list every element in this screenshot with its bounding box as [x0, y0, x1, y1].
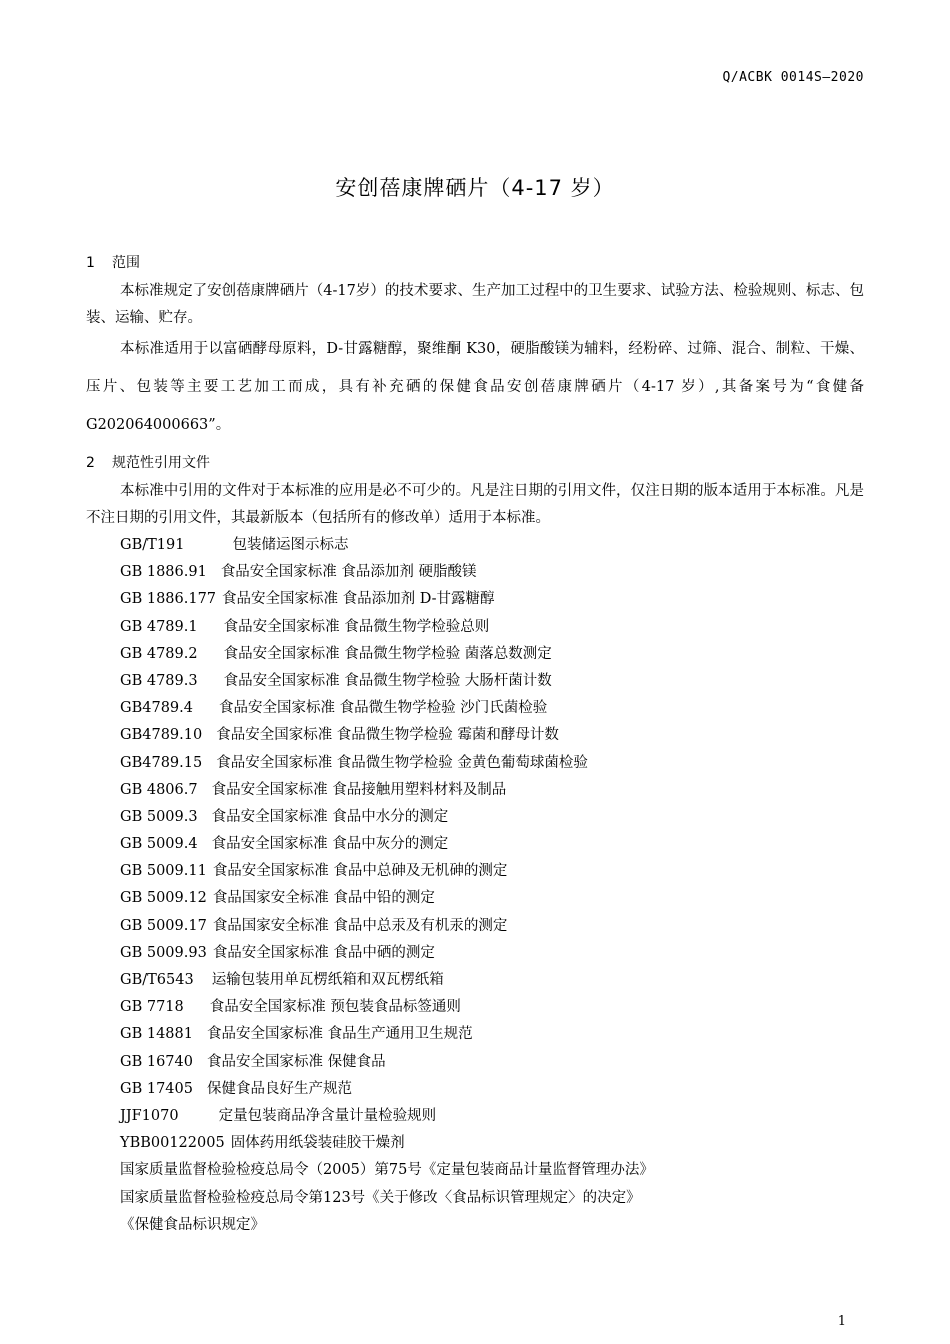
reference-title: 食品安全国家标准 食品接触用塑料材料及制品 — [211, 781, 507, 798]
reference-item — [86, 1076, 864, 1103]
reference-code: GB 5009.12 — [120, 890, 207, 907]
reference-item — [86, 1157, 864, 1184]
reference-title: 食品安全国家标准 食品微生物学检验总则 — [223, 618, 490, 635]
reference-code: GB 1886.91 — [120, 564, 207, 581]
reference-title: 食品安全国家标准 预包装食品标签通则 — [209, 999, 461, 1016]
reference-item — [86, 722, 864, 749]
reference-item — [86, 668, 864, 695]
page-number: 1 — [837, 1314, 846, 1329]
reference-item — [86, 967, 864, 994]
reference-code: GB4789.10 — [120, 727, 203, 744]
reference-item — [86, 559, 864, 586]
reference-item — [86, 885, 864, 912]
reference-item — [86, 1185, 864, 1212]
reference-code: GB 5009.93 — [120, 944, 207, 961]
reference-title: 食品安全国家标准 食品中硒的测定 — [212, 944, 435, 961]
reference-title: 保健食品良好生产规范 — [206, 1080, 352, 1097]
reference-item — [86, 940, 864, 967]
reference-item — [86, 1103, 864, 1130]
reference-title: 食品国家安全标准 食品中总汞及有机汞的测定 — [212, 917, 508, 934]
reference-code: GB 14881 — [120, 1026, 193, 1043]
section-number: 2 — [86, 455, 95, 471]
reference-code: GB 5009.11 — [120, 863, 207, 880]
document-body — [86, 248, 864, 1239]
reference-title: 食品安全国家标准 食品微生物学检验 大肠杆菌计数 — [223, 672, 552, 689]
reference-code: GB 4806.7 — [120, 781, 198, 798]
reference-item — [86, 1049, 864, 1076]
reference-code: YBB00122005 — [120, 1135, 225, 1152]
reference-code: GB/T191 — [120, 537, 185, 553]
reference-code: GB 5009.3 — [120, 808, 198, 825]
reference-code: GB 16740 — [120, 1053, 193, 1070]
reference-item — [86, 750, 864, 777]
section-number: 1 — [86, 255, 95, 271]
reference-title: 食品国家安全标准 食品中铅的测定 — [212, 890, 435, 907]
reference-title: 食品安全国家标准 食品微生物学检验 金黄色葡萄球菌检验 — [216, 754, 588, 771]
reference-item — [86, 586, 864, 613]
reference-code: GB 5009.17 — [120, 917, 207, 934]
reference-title: 食品安全国家标准 食品微生物学检验 霉菌和酵母计数 — [216, 727, 559, 744]
reference-title: 食品安全国家标准 保健食品 — [206, 1053, 386, 1070]
reference-item — [86, 614, 864, 641]
reference-title: 国家质量监督检验检疫总局令第123号《关于修改〈食品标识管理规定〉的决定》 — [120, 1189, 641, 1206]
reference-item — [86, 913, 864, 940]
scope-paragraph-2: 本标准适用于以富硒酵母原料，D-甘露糖醇，聚维酮 K30，硬脂酸镁为辅料，经粉碎、过筛、混合、制粒、干燥、压片、包装等主要工艺加工而成，具有补充硒的保健食品安创蓓康牌硒片（4-17 岁）,其备案号为“食健备 G202064000663”。 — [86, 341, 864, 433]
reference-code: GB 4789.3 — [120, 672, 198, 689]
reference-title: 食品安全国家标准 食品中灰分的测定 — [211, 836, 449, 853]
reference-title: 《保健食品标识规定》 — [120, 1216, 265, 1233]
reference-title: 食品安全国家标准 食品微生物学检验 沙门氏菌检验 — [218, 700, 548, 717]
reference-title: 食品安全国家标准 食品生产通用卫生规范 — [206, 1026, 473, 1043]
section-title: 范围 — [112, 255, 140, 271]
reference-title: 包装储运图示标志 — [232, 537, 349, 553]
reference-item — [86, 804, 864, 831]
reference-item — [86, 1021, 864, 1048]
section-title: 规范性引用文件 — [112, 455, 210, 471]
standard-code: Q/ACBK 0014S—2020 — [722, 70, 864, 85]
reference-code: GB 1886.177 — [120, 591, 217, 608]
reference-code: GB 4789.1 — [120, 618, 198, 635]
reference-code: GB/T6543 — [120, 972, 194, 988]
reference-code: GB 4789.2 — [120, 645, 198, 662]
reference-title: 食品安全国家标准 食品添加剂 硬脂酸镁 — [220, 564, 477, 581]
reference-title: 食品安全国家标准 食品微生物学检验 菌落总数测定 — [223, 645, 552, 662]
references-intro-paragraph: 本标准中引用的文件对于本标准的应用是必不可少的。凡是注日期的引用文件，仅注日期的版本适用于本标准。凡是不注日期的引用文件，其最新版本（包括所有的修改单）适用于本标准。 — [86, 483, 864, 526]
reference-item — [86, 1212, 864, 1239]
reference-title: 国家质量监督检验检疫总局令（2005）第75号《定量包装商品计量监督管理办法》 — [120, 1162, 654, 1179]
reference-item — [86, 641, 864, 668]
reference-title: 运输包装用单瓦楞纸箱和双瓦楞纸箱 — [211, 972, 444, 988]
scope-paragraph-1: 本标准规定了安创蓓康牌硒片（4-17岁）的技术要求、生产加工过程中的卫生要求、试验方法、检验规则、标志、包装、运输、贮存。 — [86, 283, 864, 326]
reference-item — [86, 994, 864, 1021]
reference-title: 食品安全国家标准 食品中水分的测定 — [211, 808, 449, 825]
reference-item — [86, 532, 864, 559]
reference-title: 定量包装商品净含量计量检验规则 — [218, 1107, 437, 1124]
section-heading-scope — [86, 248, 864, 278]
document-title: 安创蓓康牌硒片（4-17 岁） — [335, 176, 615, 200]
reference-item — [86, 777, 864, 804]
reference-code: GB4789.15 — [120, 754, 203, 771]
reference-list — [86, 532, 864, 1239]
reference-item — [86, 831, 864, 858]
reference-code: GB 5009.4 — [120, 836, 198, 853]
reference-code: GB 7718 — [120, 999, 184, 1016]
reference-item — [86, 858, 864, 885]
reference-item — [86, 1130, 864, 1157]
reference-title: 固体药用纸袋装硅胶干燥剂 — [230, 1135, 405, 1152]
reference-item — [86, 695, 864, 722]
reference-title: 食品安全国家标准 食品中总砷及无机砷的测定 — [212, 863, 508, 880]
reference-code: JJF1070 — [120, 1107, 179, 1124]
reference-code: GB 17405 — [120, 1080, 193, 1097]
section-heading-normative-references — [86, 448, 864, 478]
reference-title: 食品安全国家标准 食品添加剂 D-甘露糖醇 — [222, 591, 495, 608]
reference-code: GB4789.4 — [120, 700, 193, 717]
